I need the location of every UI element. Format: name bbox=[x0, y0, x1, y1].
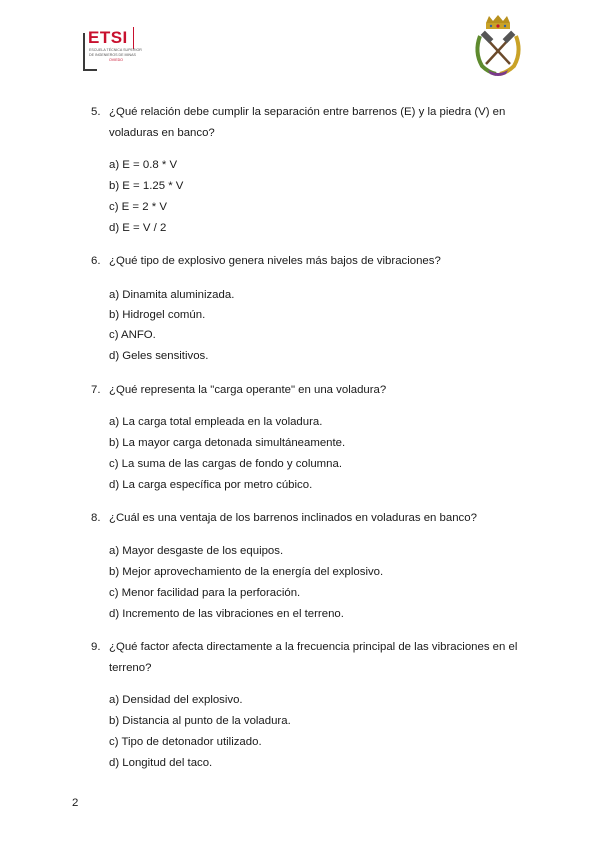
mining-crest-icon bbox=[470, 14, 526, 78]
page-number: 2 bbox=[72, 797, 79, 809]
answer-option: c) Menor facilidad para la perforación. bbox=[109, 587, 301, 599]
question-text: ¿Qué factor afecta directamente a la frecuencia principal de las vibraciones en el terreno? bbox=[109, 641, 518, 674]
question-number: 8. bbox=[91, 512, 101, 524]
logo-subline-1: ESCUELA TÉCNICA SUPERIOR bbox=[89, 48, 142, 52]
answer-option: d) Geles sensitivos. bbox=[109, 350, 209, 362]
answer-option: c) E = 2 * V bbox=[109, 201, 167, 213]
answer-option: c) Tipo de detonador utilizado. bbox=[109, 736, 262, 748]
crossed-hammers-icon bbox=[481, 31, 516, 64]
logo-bracket-vertical bbox=[83, 33, 85, 71]
question-number: 9. bbox=[91, 641, 101, 653]
question-9 bbox=[91, 637, 521, 678]
answer-option: b) E = 1.25 * V bbox=[109, 180, 184, 192]
answer-option: b) Mejor aprovechamiento de la energía del explosivo. bbox=[109, 566, 384, 578]
question-5 bbox=[91, 102, 521, 143]
answer-option: a) Dinamita aluminizada. bbox=[109, 289, 235, 301]
answer-option: d) Longitud del taco. bbox=[109, 757, 213, 769]
question-text: ¿Qué relación debe cumplir la separación entre barrenos (E) y la piedra (V) en voladuras en banco? bbox=[109, 106, 506, 139]
question-number: 7. bbox=[91, 384, 101, 396]
question-text: ¿Cuál es una ventaja de los barrenos inclinados en voladuras en banco? bbox=[109, 512, 477, 524]
crown-icon bbox=[486, 15, 510, 29]
question-number: 6. bbox=[91, 255, 101, 267]
answer-option: a) Mayor desgaste de los equipos. bbox=[109, 545, 284, 557]
answer-option: a) E = 0.8 * V bbox=[109, 159, 178, 171]
logo-subline-3: OVIEDO bbox=[109, 58, 123, 62]
question-number: 5. bbox=[91, 106, 101, 118]
question-6 bbox=[91, 251, 521, 272]
answer-option: b) Distancia al punto de la voladura. bbox=[109, 715, 291, 727]
answer-option: a) La carga total empleada en la voladura. bbox=[109, 416, 323, 428]
answer-option: d) La carga específica por metro cúbico. bbox=[109, 479, 313, 491]
answer-option: b) La mayor carga detonada simultáneamente. bbox=[109, 437, 346, 449]
answer-option: c) ANFO. bbox=[109, 329, 156, 341]
logo-bracket-horizontal bbox=[83, 69, 97, 71]
logo-main-text: ETSI bbox=[88, 28, 128, 47]
answer-option: d) E = V / 2 bbox=[109, 222, 167, 234]
answer-option: c) La suma de las cargas de fondo y columna. bbox=[109, 458, 343, 470]
answer-option: a) Densidad del explosivo. bbox=[109, 694, 243, 706]
question-7 bbox=[91, 380, 521, 401]
etsi-logo bbox=[83, 27, 141, 71]
answer-option: d) Incremento de las vibraciones en el terreno. bbox=[109, 608, 344, 620]
question-text: ¿Qué tipo de explosivo genera niveles más bajos de vibraciones? bbox=[109, 255, 441, 267]
answer-option: b) Hidrogel común. bbox=[109, 309, 206, 321]
question-text: ¿Qué representa la "carga operante" en una voladura? bbox=[109, 384, 387, 396]
logo-red-bar bbox=[133, 27, 134, 49]
question-8 bbox=[91, 508, 521, 529]
logo-subline-2: DE INGENIEROS DE MINAS bbox=[89, 53, 136, 57]
